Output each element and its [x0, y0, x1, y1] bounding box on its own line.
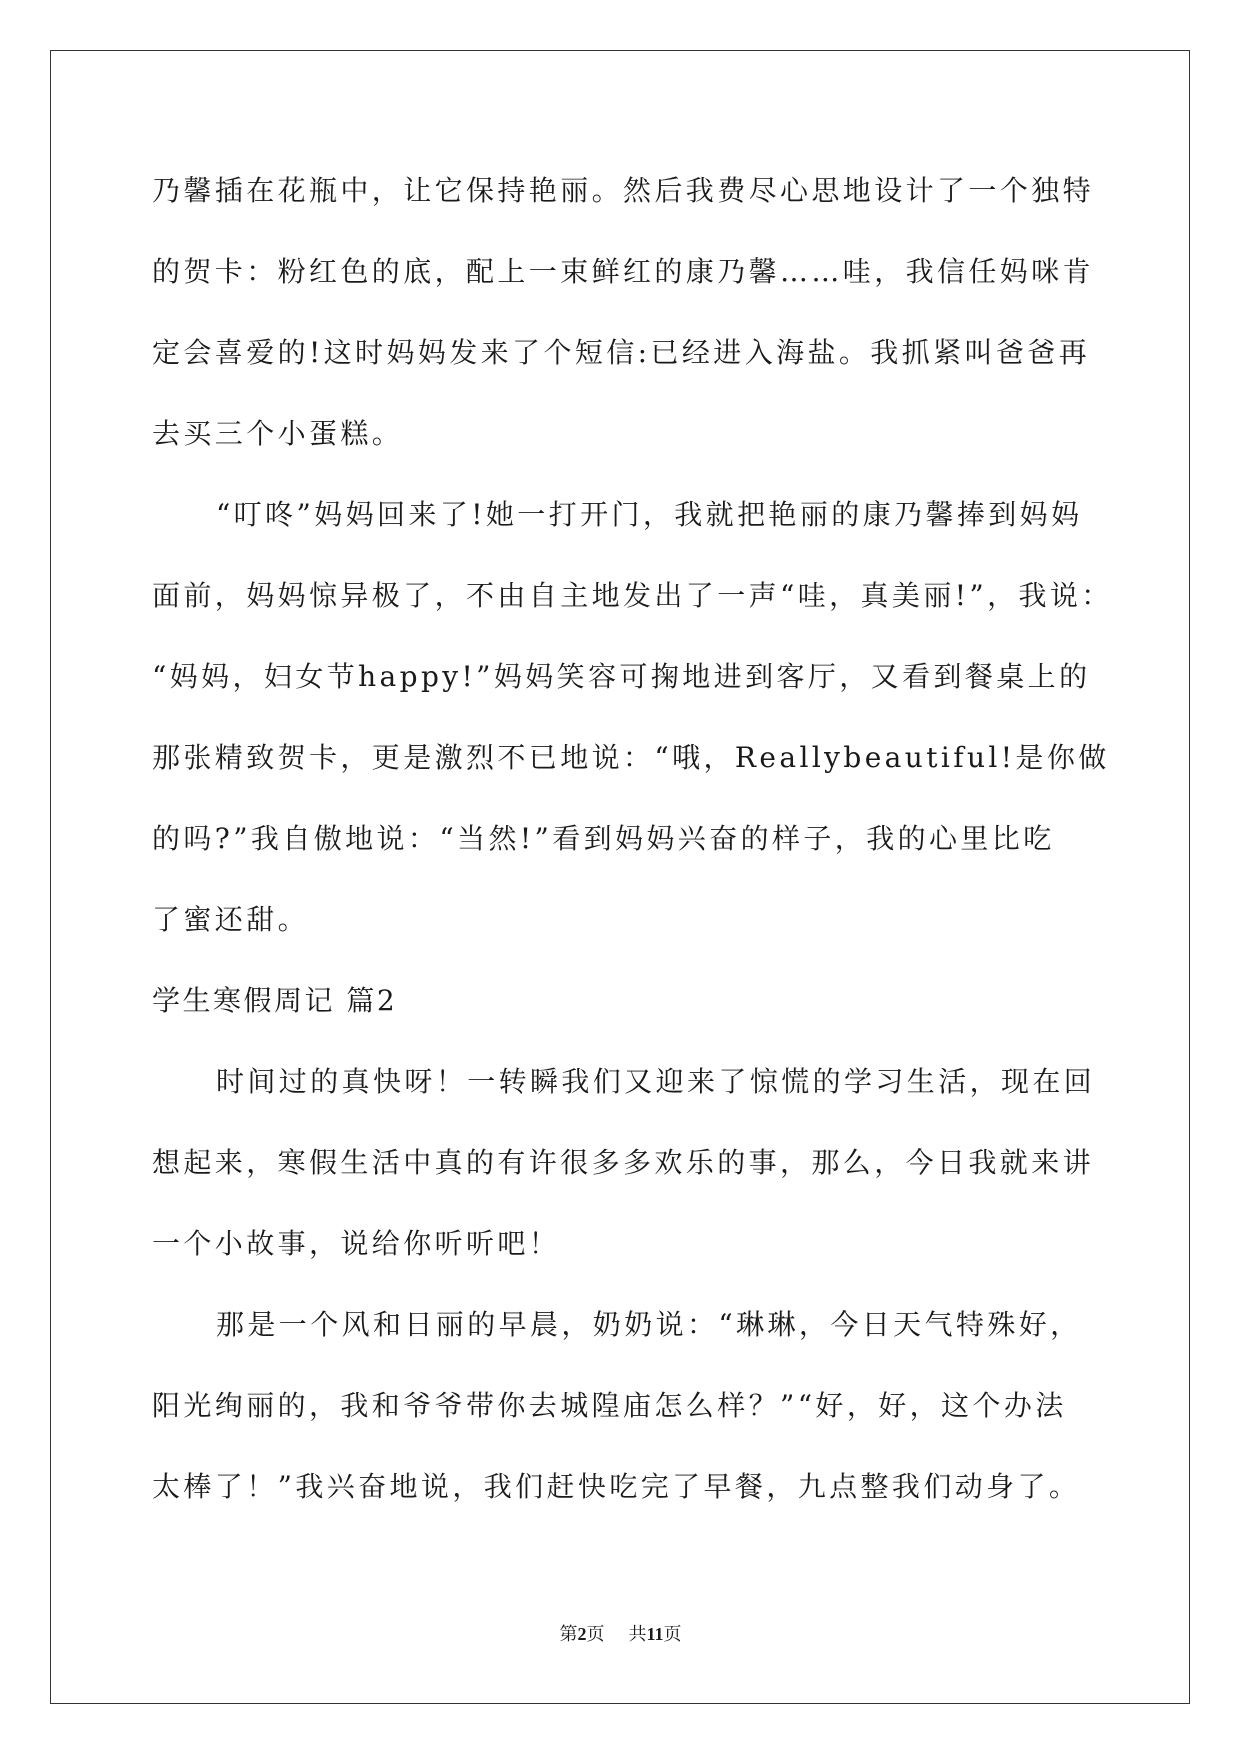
- body-line: 乃馨插在花瓶中，让它保持艳丽。然后我费尽心思地设计了一个独特: [152, 174, 1095, 207]
- section-heading: 学生寒假周记 篇2: [152, 984, 398, 1017]
- page-number: 2: [577, 1624, 587, 1644]
- page-prefix: 第: [559, 1624, 578, 1644]
- total-suffix: 页: [663, 1624, 682, 1644]
- body-line: 了蜜还甜。: [152, 903, 310, 936]
- body-line: 阳光绚丽的，我和爷爷带你去城隍庙怎么样？”“好，好，这个办法: [152, 1389, 1067, 1422]
- body-line: 面前，妈妈惊异极了，不由自主地发出了一声“哇，真美丽!”，我说：: [152, 579, 1113, 612]
- total-pages: 11: [646, 1624, 664, 1644]
- paragraph-start-line: 那是一个风和日丽的早晨，奶奶说：“琳琳，今日天气特殊好，: [216, 1308, 1082, 1341]
- body-line: 去买三个小蛋糕。: [152, 417, 404, 450]
- body-line: 的吗?”我自傲地说：“当然!”看到妈妈兴奋的样子，我的心里比吃: [152, 822, 1055, 855]
- paragraph-start-line: 时间过的真快呀！一转瞬我们又迎来了惊慌的学习生活，现在回: [216, 1065, 1096, 1098]
- page-suffix: 页: [586, 1624, 605, 1644]
- body-line: 太棒了！”我兴奋地说，我们赶快吃完了早餐，九点整我们动身了。: [152, 1470, 1081, 1503]
- total-prefix: 共: [628, 1624, 647, 1644]
- body-line: 一个小故事，说给你听听吧！: [152, 1227, 561, 1260]
- body-line: 的贺卡：粉红色的底，配上一束鲜红的康乃馨……哇，我信任妈咪肯: [152, 255, 1095, 288]
- body-line: 定会喜爱的!这时妈妈发来了个短信:已经进入海盐。我抓紧叫爸爸再: [152, 336, 1091, 369]
- paragraph-start-line: “叮咚”妈妈回来了!她一打开门，我就把艳丽的康乃馨捧到妈妈: [216, 498, 1083, 531]
- document-body: [152, 158, 1113, 1535]
- body-line: 想起来，寒假生活中真的有许很多多欢乐的事，那么，今日我就来讲: [152, 1146, 1095, 1179]
- page-footer: [0, 1620, 1241, 1646]
- body-line: “妈妈，妇女节happy!”妈妈笑容可掬地进到客厅，又看到餐桌上的: [152, 660, 1091, 693]
- body-line: 那张精致贺卡，更是激烈不已地说：“哦，Reallybeautiful!是你做: [152, 741, 1110, 774]
